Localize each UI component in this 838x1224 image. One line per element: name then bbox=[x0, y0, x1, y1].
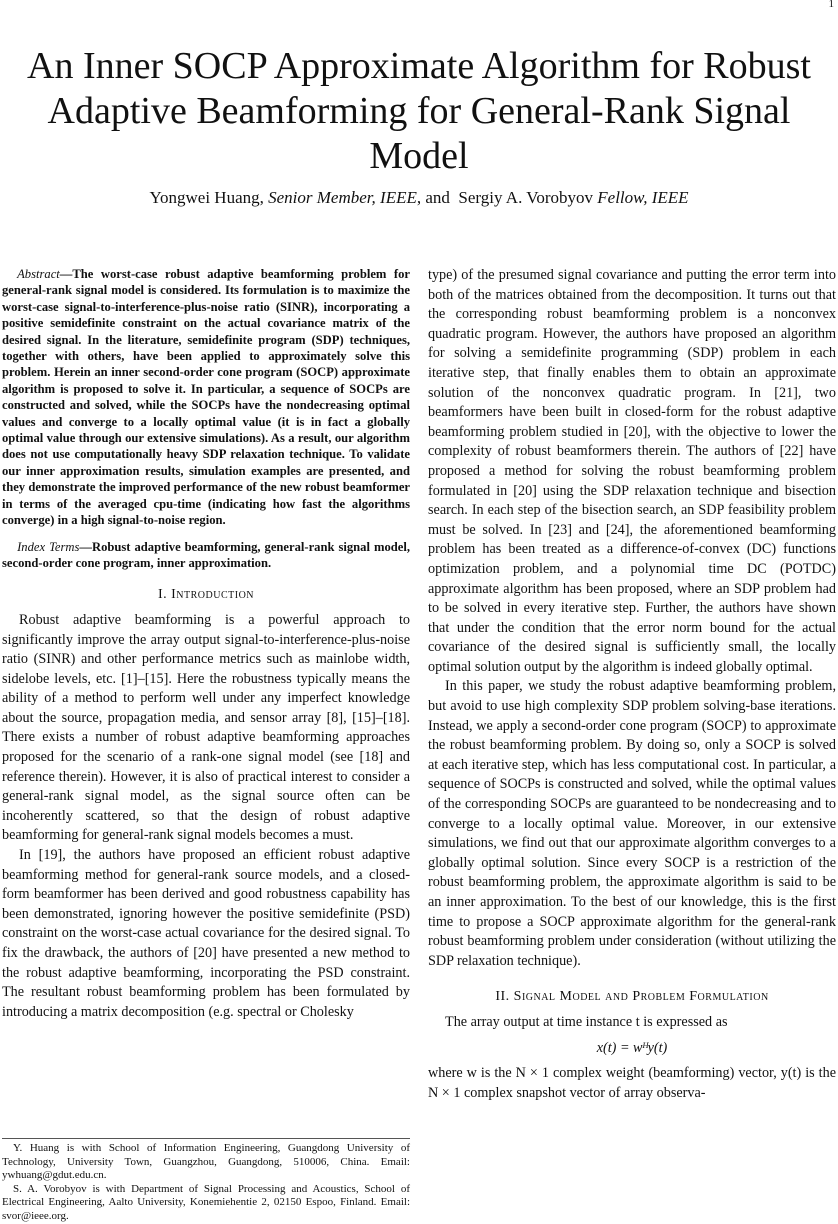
author-1-role: Senior Member, IEEE bbox=[268, 188, 417, 207]
section-2-heading: II. Signal Model and Problem Formulation bbox=[495, 989, 769, 1005]
index-terms bbox=[2, 539, 410, 572]
intro-paragraph-3: In this paper, we study the robust adaptive beamforming problem, but avoid to use high complexity SDP problem solving-base iterations. Instead, we apply a second-order cone program (SOCP) to approximate the robust beamforming problem. By doing so, only a SOCP is solved at each iterative step, which has less computational cost. In particular, a sequence of SOCPs is constructed and solved, while the optimal values of the corresponding SOCPs are guaranteed to be nondecreasing and to converge to a locally optimal value. Moreover, in our extensive simulations, we find out that our approximate algorithm converges to a globally optimal solution. Since every SOCP is a restriction of the robust beamforming problem, the approximate algorithm is said to be an inner approximation. To the best of our knowledge, this is the first time to propose a SOCP approximate algorithm for the general-rank robust beamforming problem under consideration (without utilizing the SDP relaxation technique). bbox=[428, 678, 836, 969]
intro-paragraph-2: In [19], the authors have proposed an efficient robust adaptive beamforming method for general-rank source models, and a closed-form beamformer has been derived and good robustness capability has been demonstrated, ignoring however the positive semidefinite (PSD) constraint on the worst-case actual covariance for the desired signal. To fix the drawback, the authors of [20] have presented a new method to the robust adaptive beamforming, incorporating the PSD constraint. The resultant robust beamforming problem has been formulated by introducing a matrix decomposition (e.g. spectral or Cholesky bbox=[2, 847, 410, 1020]
abstract bbox=[2, 266, 410, 529]
signal-model-paragraph-1: The array output at time instance t is expressed as bbox=[445, 1013, 728, 1030]
paper-title: An Inner SOCP Approximate Algorithm for Robust Adaptive Beamforming for General-Rank Signal Model bbox=[27, 45, 811, 177]
author-1: Yongwei Huang, bbox=[149, 188, 264, 207]
author-conj: , and bbox=[416, 188, 450, 207]
footnote-author-1: Y. Huang is with School of Information Engineering, Guangdong University of Technology, University Town, Guangzhou, Guangdong, 510006, China. Email: ywhuang@gdut.edu.cn. bbox=[2, 1142, 410, 1182]
index-terms-label: Index Terms bbox=[17, 539, 80, 554]
abstract-text: —The worst-case robust adaptive beamforming problem for general-rank signal model is considered. Its formulation is to maximize the worst-case signal-to-interference-plus-noise ratio (SINR), incorporating a positive semidefinite constraint on the actual covariance matrix of the desired signal. In the literature, semidefinite program (SDP) techniques, together with others, have been applied to approximately solve this problem. Herein an inner second-order cone program (SOCP) approximate algorithm is proposed to solve it. In particular, a sequence of SOCPs are constructed and solved, while the SOCPs have the nondecreasing optimal values and converge to a locally optimal value (it is in fact a globally optimal value through our extensive simulations). As a result, our algorithm does not use computationally heavy SDP relaxation technique. To validate our inner approximation results, simulation examples are presented, and they demonstrate the improved performance of the new robust beamformer in terms of the averaged cpu-time (indicating how fast the algorithms converge) in a high signal-to-noise region. bbox=[2, 267, 410, 528]
intro-paragraph-2-continued: type) of the presumed signal covariance and putting the error term into both of the matrices obtained from the decomposition. It turns out that the corresponding robust beamforming problem is a nonconvex quadratic program. However, the authors have proposed an algorithm for solving a semidefinite programming (SDP) problem in each iterative step, that finally enables them to obtain an approximate solution of the nonconvex quadratic program. In [21], two beamformers have been built in closed-form for the robust adaptive beamforming problem studied in [20], with the objective to lower the complexity of robust beamformers therein. The authors of [22] have proposed a method for solving the robust beamforming problem formulated in [20] using the SDP relaxation technique and bisection search. In each step of the bisection search, an SDP feasibility problem must be solved. In [23] and [24], the aforementioned beamforming problem has been treated as a difference-of-convex (DC) functions optimization problem, and a polynomial time DC (POTDC) approximate algorithm has been proposed, where an SDP problem had to be solved in every iterative step. Further, the authors have shown that under the condition that the error norm bound for the actual covariance of the desired signal is sufficiently small, the locally optimal solution output by the algorithm is indeed globally optimal. bbox=[428, 267, 836, 675]
intro-paragraph-1: Robust adaptive beamforming is a powerful approach to significantly improve the array output signal-to-interference-plus-noise ratio (SINR) and other performance metrics such as mainlobe width, sidelobe levels, etc. [1]–[15]. Here the robustness typically means the ability of a method to perform well under any imperfect knowledge about the source, propagation media, and sensor array [8], [15]–[18]. There exists a number of robust adaptive beamforming approaches proposed for the scenario of a rank-one signal model (see [18] and reference therein). However, it is also of practical interest to consider a general-rank signal model, as the signal source often can be incoherently scattered, so that the design of robust adaptive beamforming for general-rank signal models becomes a must. bbox=[2, 611, 410, 844]
abstract-label: Abstract bbox=[17, 267, 60, 281]
equation-array-output: x(t) = wᴴy(t) bbox=[596, 1039, 668, 1056]
left-column bbox=[2, 266, 410, 1022]
author-2: Sergiy A. Vorobyov bbox=[458, 188, 594, 207]
author-2-role: Fellow, IEEE bbox=[597, 188, 689, 207]
right-column bbox=[428, 266, 836, 1103]
index-terms-text: —Robust adaptive beamforming, general-rank signal model, second-order cone program, inner approximation. bbox=[2, 539, 410, 570]
section-1-heading: I. Introduction bbox=[157, 587, 255, 603]
signal-model-paragraph-2: where w is the N × 1 complex weight (beamforming) vector, y(t) is the N × 1 complex snapshot vector of array observa- bbox=[428, 1065, 836, 1101]
author-line bbox=[0, 188, 838, 208]
page-number: 1 bbox=[828, 0, 834, 10]
footnote-author-2: S. A. Vorobyov is with Department of Signal Processing and Acoustics, School of Electrical Engineering, Aalto University, Konemiehentie 2, 02150 Espoo, Finland. Email: svor@ieee.org. bbox=[2, 1182, 410, 1222]
footnotes bbox=[2, 1138, 410, 1224]
